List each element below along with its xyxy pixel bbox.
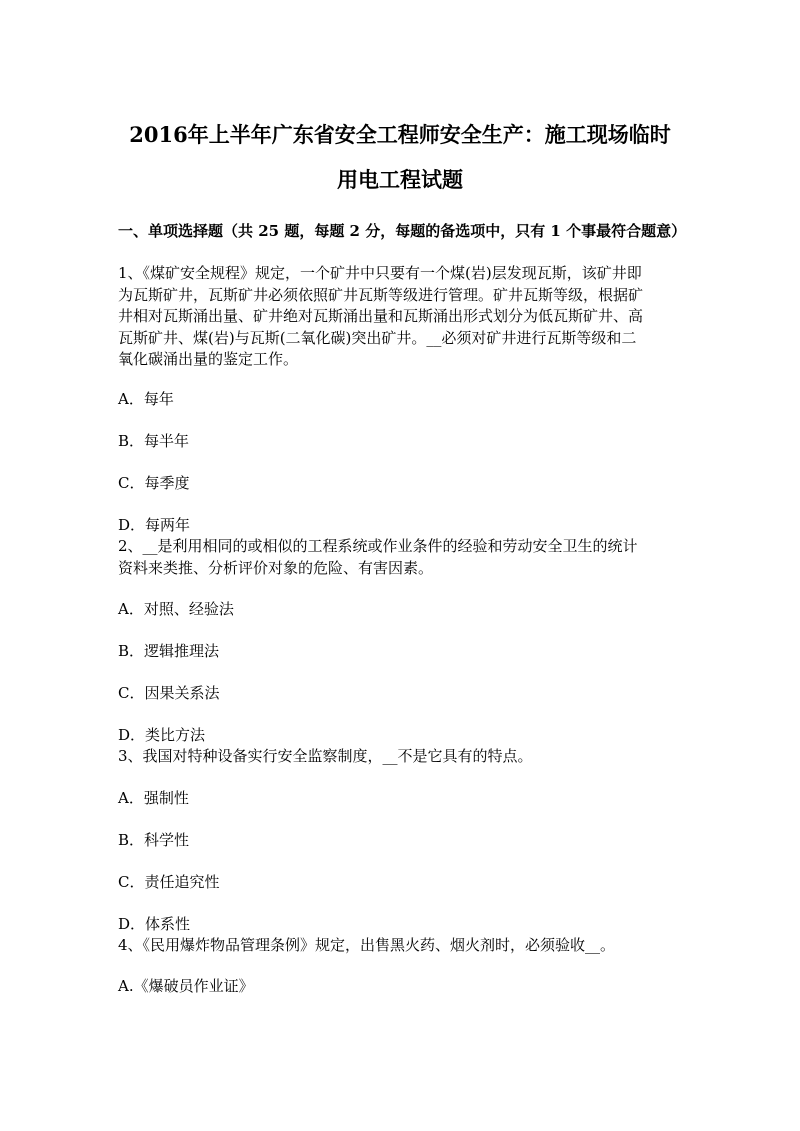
question-2-line-1: 2、__是利用相同的或相似的工程系统或作业条件的经验和劳动安全卫生的统计	[118, 537, 638, 555]
question-1-line-3: 井相对瓦斯涌出量、矿井绝对瓦斯涌出量和瓦斯涌出形式划分为低瓦斯矿井、高	[118, 307, 644, 325]
question-2-option-d: D．类比方法	[118, 726, 206, 744]
question-1-line-1: 1、《煤矿安全规程》规定，一个矿井中只要有一个煤(岩)层发现瓦斯，该矿井即	[118, 264, 642, 282]
question-1	[118, 263, 683, 371]
question-2-option-a: A．对照、经验法	[118, 600, 234, 618]
question-1-line-2: 为瓦斯矿井，瓦斯矿井必须依照矿井瓦斯等级进行管理。矿井瓦斯等级，根据矿	[118, 285, 644, 304]
question-3-option-c: C．责任追究性	[118, 873, 220, 891]
question-3-option-a: A．强制性	[118, 789, 189, 807]
question-2	[118, 536, 683, 579]
section-heading: 一、单项选择题（共 25 题，每题 2 分，每题的备选项中，只有 1 个事最符合题意）	[118, 222, 687, 240]
question-3-line-1: 3、我国对特种设备实行安全监察制度，__不是它具有的特点。	[118, 747, 533, 765]
question-2-line-2: 资料来类推、分析评价对象的危险、有害因素。	[118, 558, 434, 577]
question-3-option-d: D．体系性	[118, 915, 191, 933]
question-1-option-b: B．每半年	[118, 432, 190, 450]
question-1-option-a: A．每年	[118, 390, 174, 408]
question-3	[118, 746, 683, 768]
question-1-option-d: D．每两年	[118, 516, 191, 534]
question-4	[118, 935, 683, 957]
document-title-line-2: 用电工程试题	[337, 167, 463, 192]
question-4-option-a: A.《爆破员作业证》	[118, 977, 254, 995]
question-1-line-5: 氧化碳涌出量的鉴定工作。	[118, 350, 299, 368]
question-2-option-b: B．逻辑推理法	[118, 642, 220, 660]
question-2-option-c: C．因果关系法	[118, 684, 220, 702]
question-4-line-1: 4、《民用爆炸物品管理条例》规定，出售黑火药、烟火剂时，必须验收__。	[118, 936, 616, 954]
question-1-option-c: C．每季度	[118, 474, 190, 492]
question-3-option-b: B．科学性	[118, 831, 190, 849]
question-1-line-4: 瓦斯矿井、煤(岩)与瓦斯(二氧化碳)突出矿井。__必须对矿井进行瓦斯等级和二	[118, 328, 637, 347]
document-title-line-1: 2016年上半年广东省安全工程师安全生产：施工现场临时	[129, 122, 671, 147]
